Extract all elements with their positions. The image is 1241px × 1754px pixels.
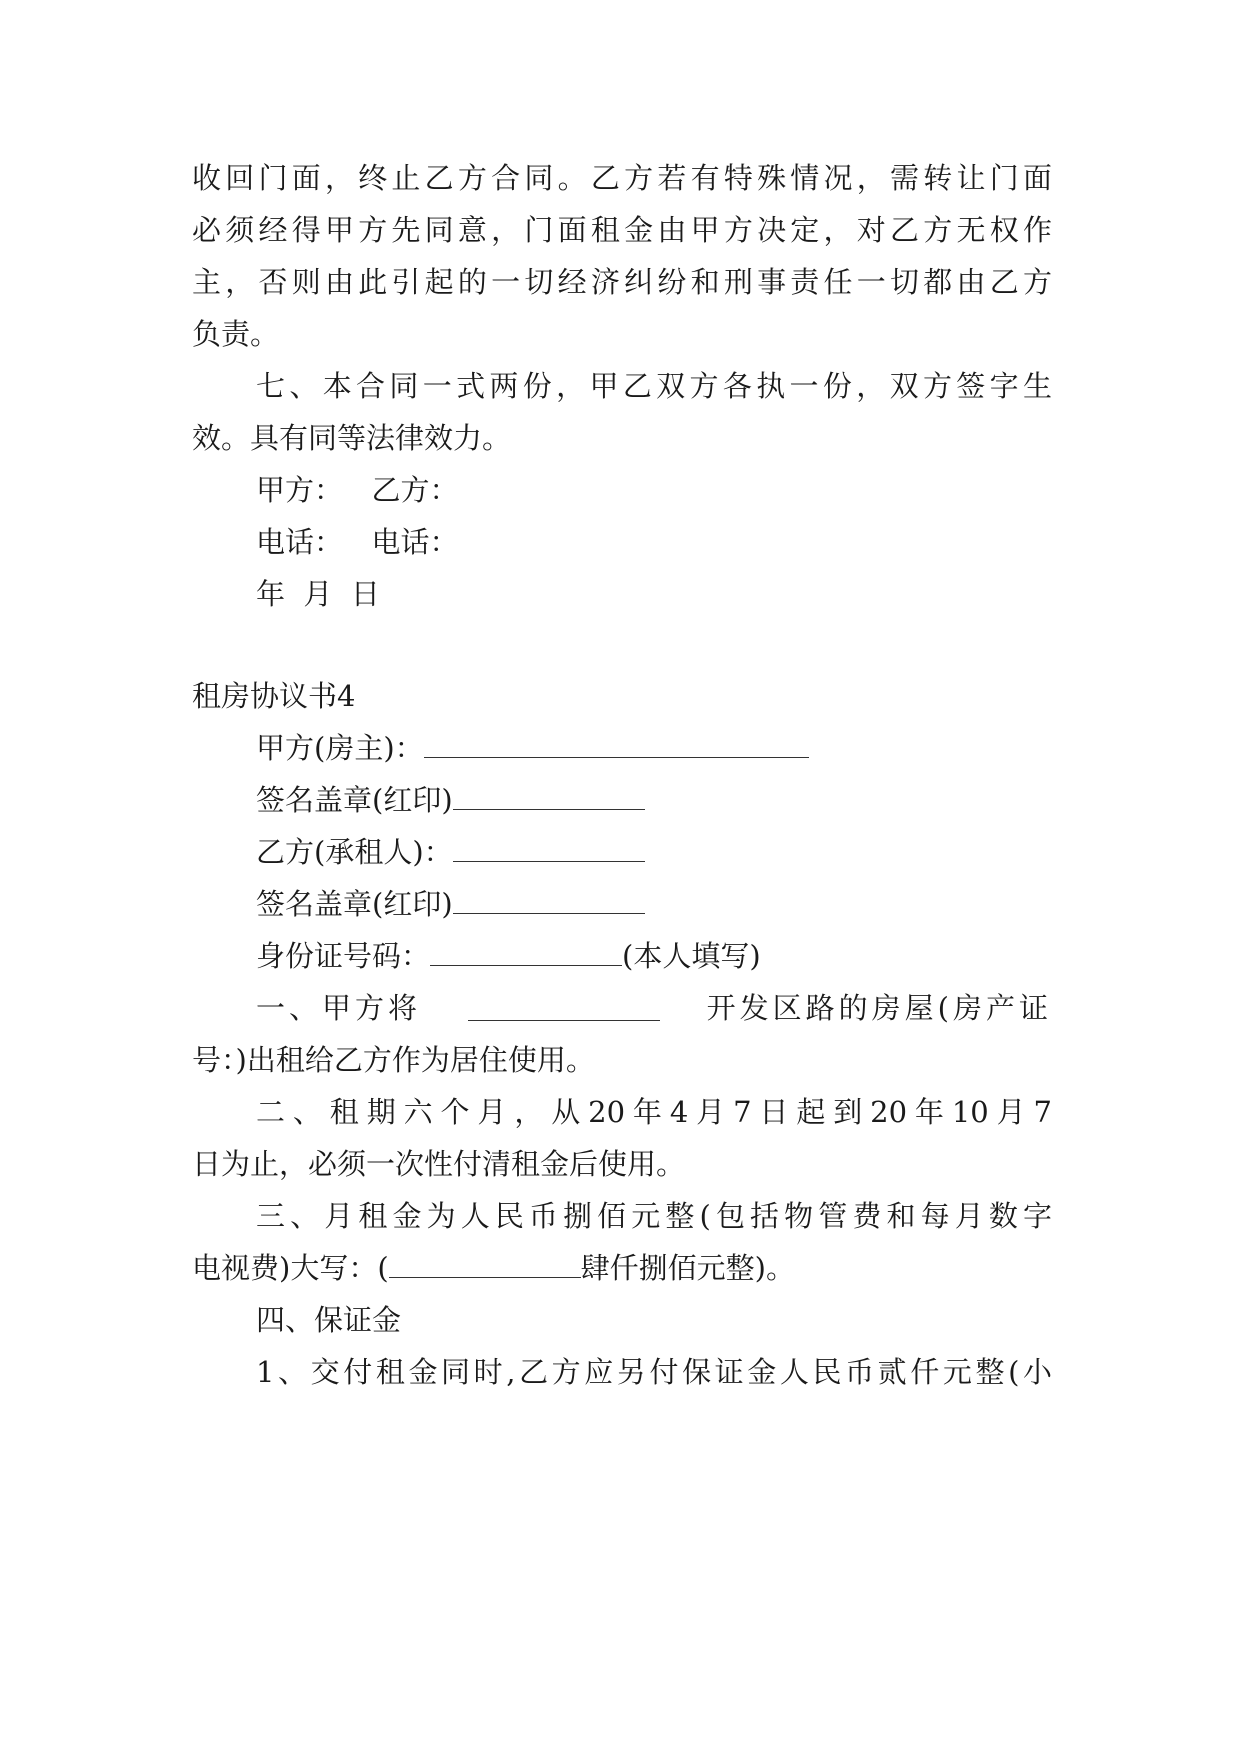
landlord-label: 甲方(房主)： — [256, 731, 424, 765]
signature-date: 年 月 日 — [256, 577, 380, 611]
party-a-label: 甲方： — [256, 473, 344, 507]
tenant-row — [256, 832, 1052, 872]
clause-3-start: 电视费)大写：( — [192, 1251, 389, 1285]
clause-4-item-1: 1、交付租金同时,乙方应另付保证金人民币贰仟元整(小 — [256, 1355, 1052, 1389]
continuation-line-4: 负责。 — [192, 317, 280, 351]
agreement-title: 租房协议书4 — [192, 679, 356, 713]
clause-4-title: 四、保证金 — [256, 1303, 402, 1337]
clause-7-line-2: 效。具有同等法律效力。 — [192, 421, 512, 455]
clause-1-start: 一、甲方将 — [256, 991, 422, 1025]
landlord-seal-blank[interactable] — [453, 783, 645, 810]
signature-party-row — [256, 470, 1052, 510]
clause-3-end: 肆仟捌佰元整)。 — [580, 1251, 795, 1285]
landlord-blank[interactable] — [424, 731, 809, 758]
tenant-blank[interactable] — [453, 835, 645, 862]
landlord-row — [256, 728, 1052, 768]
clause-3-line-2 — [192, 1248, 1052, 1288]
id-number-blank[interactable] — [430, 939, 622, 966]
clause-1-line-2: 号：)出租给乙方作为居住使用。 — [192, 1043, 595, 1077]
clause-1-mid: 开发区路的房屋(房产证 — [706, 991, 1052, 1025]
phone-a-label: 电话： — [256, 525, 344, 559]
clause-1-line-1 — [256, 988, 1052, 1028]
continuation-line-1: 收回门面，终止乙方合同。乙方若有特殊情况，需转让门面 — [192, 161, 1052, 195]
signature-phone-row — [256, 522, 1052, 562]
id-number-row — [256, 936, 1052, 976]
clause-1-blank[interactable] — [468, 994, 660, 1021]
clause-2-line-2: 日为止，必须一次性付清租金后使用。 — [192, 1147, 686, 1181]
continuation-line-2: 必须经得甲方先同意，门面租金由甲方决定，对乙方无权作 — [192, 213, 1052, 247]
tenant-seal-row — [256, 884, 1052, 924]
tenant-seal-label: 签名盖章(红印) — [256, 887, 453, 921]
clause-7-line-1: 七、本合同一式两份，甲乙双方各执一份，双方签字生 — [256, 369, 1052, 403]
landlord-seal-row — [256, 780, 1052, 820]
clause-3-line-1: 三、月租金为人民币捌佰元整(包括物管费和每月数字 — [256, 1199, 1052, 1233]
phone-b-label: 电话： — [371, 525, 459, 559]
clause-3-blank[interactable] — [389, 1251, 581, 1278]
id-number-label: 身份证号码： — [256, 939, 431, 973]
party-b-label: 乙方： — [371, 473, 459, 507]
id-number-note: (本人填写) — [622, 939, 761, 973]
clause-2-line-1: 二、租期六个月，从20年4月7日起到20年10月7 — [256, 1095, 1052, 1129]
continuation-line-3: 主，否则由此引起的一切经济纠纷和刑事责任一切都由乙方 — [192, 265, 1052, 299]
tenant-seal-blank[interactable] — [453, 887, 645, 914]
tenant-label: 乙方(承租人)： — [256, 835, 453, 869]
landlord-seal-label: 签名盖章(红印) — [256, 783, 453, 817]
